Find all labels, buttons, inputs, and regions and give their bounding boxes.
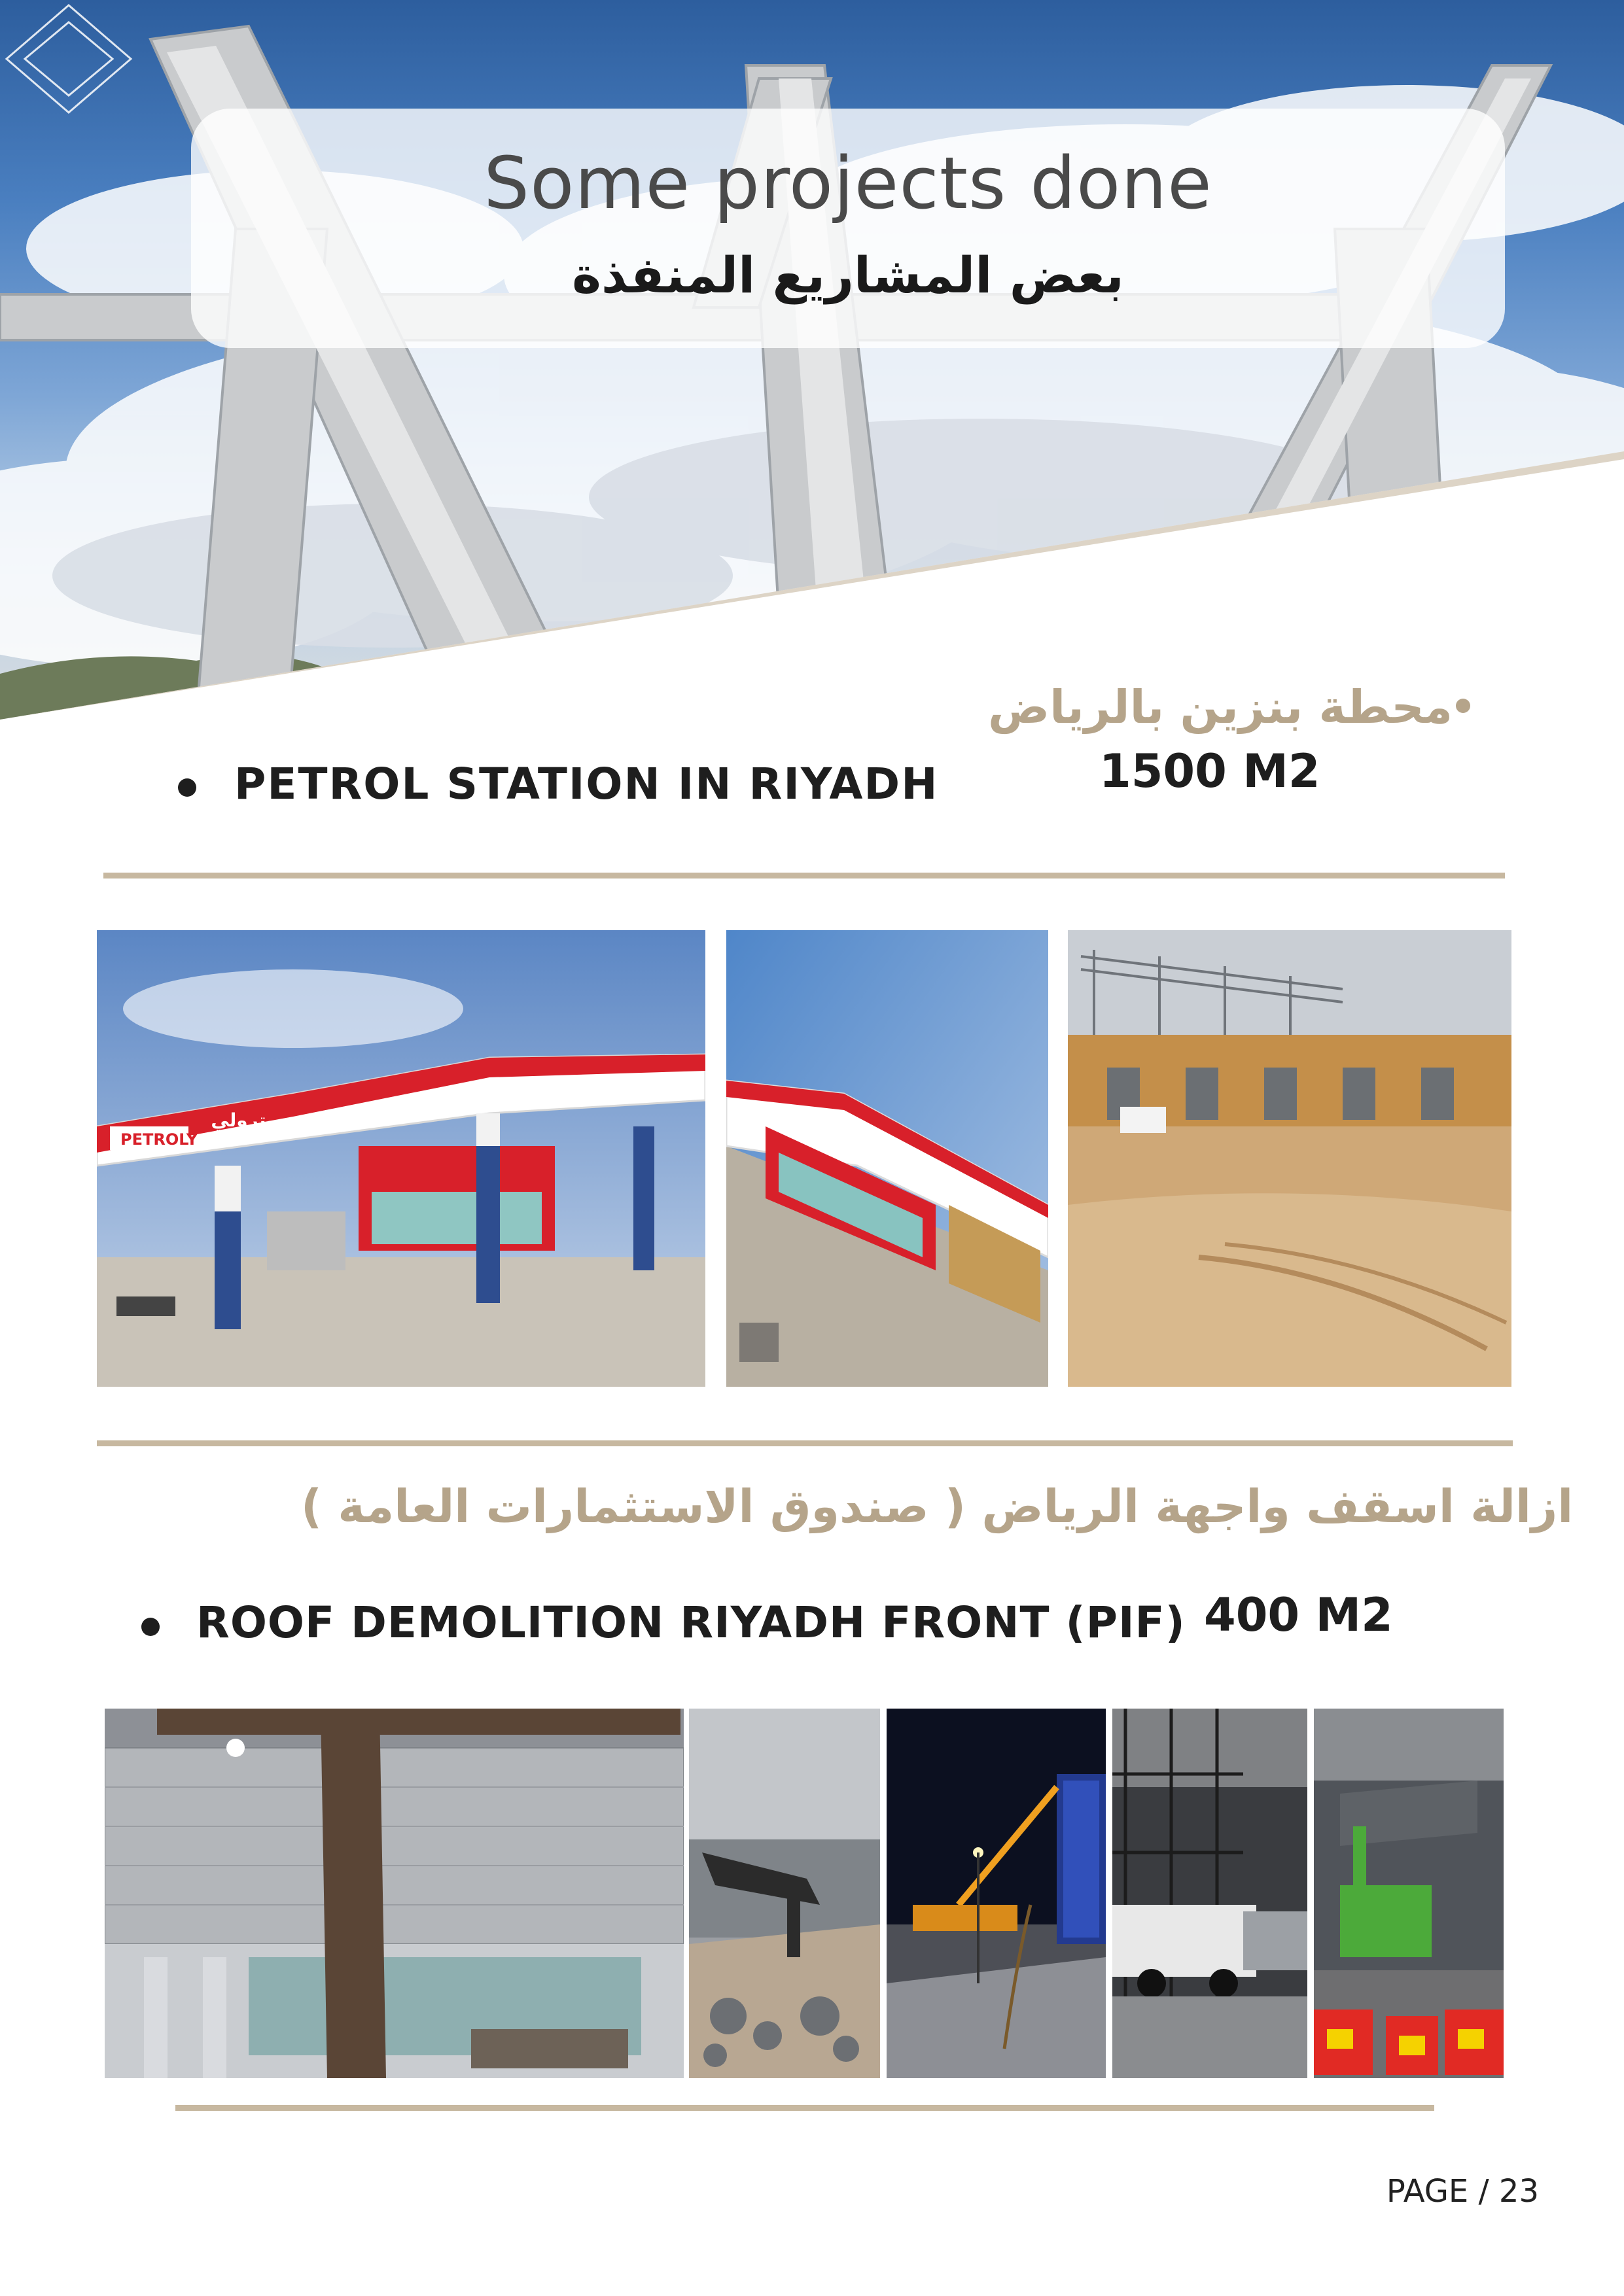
divider [103,873,1505,878]
photo-green-lift [1314,1709,1504,2078]
title-panel [191,109,1505,348]
photo-petrol-angle [726,930,1048,1387]
page-title: Some projects done [484,141,1212,225]
project-2-title: ROOF DEMOLITION RIYADH FRONT (PIF) [196,1597,1186,1648]
project-1-area: 1500 M2 [1099,744,1320,798]
diagonal-overlay [0,0,1624,720]
project-1-title: PETROL STATION IN RIYADH [234,759,939,809]
project-1-title-arabic: محطة بنزين بالرياض [988,680,1453,734]
hero-photo [0,0,1624,720]
project-1-arabic-bullet [1456,699,1470,713]
photo-petrol-canopy [97,930,705,1387]
photo-scaffolding-truck [1112,1709,1307,2078]
project-1-bullet [178,778,196,797]
logo-icon [0,0,137,118]
page-title-arabic: بعض المشاريع المنفذة [572,246,1124,304]
petroly-sign: PETROLY [120,1130,198,1149]
photo-construction-site [1068,930,1511,1387]
project-2-bullet [141,1618,160,1636]
divider [97,1440,1513,1446]
project-2-title-arabic: ازالة اسقف واجهة الرياض ( صندوق الاستثمارات العامة ) [301,1480,1574,1533]
photo-interior-beams [105,1709,684,2078]
photo-night-crane [887,1709,1106,2078]
svg-text:بترولي: بترولي [211,1109,274,1131]
photo-demolition-debris [689,1709,880,2078]
divider [175,2105,1434,2111]
project-2-area: 400 M2 [1204,1588,1393,1642]
page-number: PAGE / 23 [1386,2173,1539,2210]
